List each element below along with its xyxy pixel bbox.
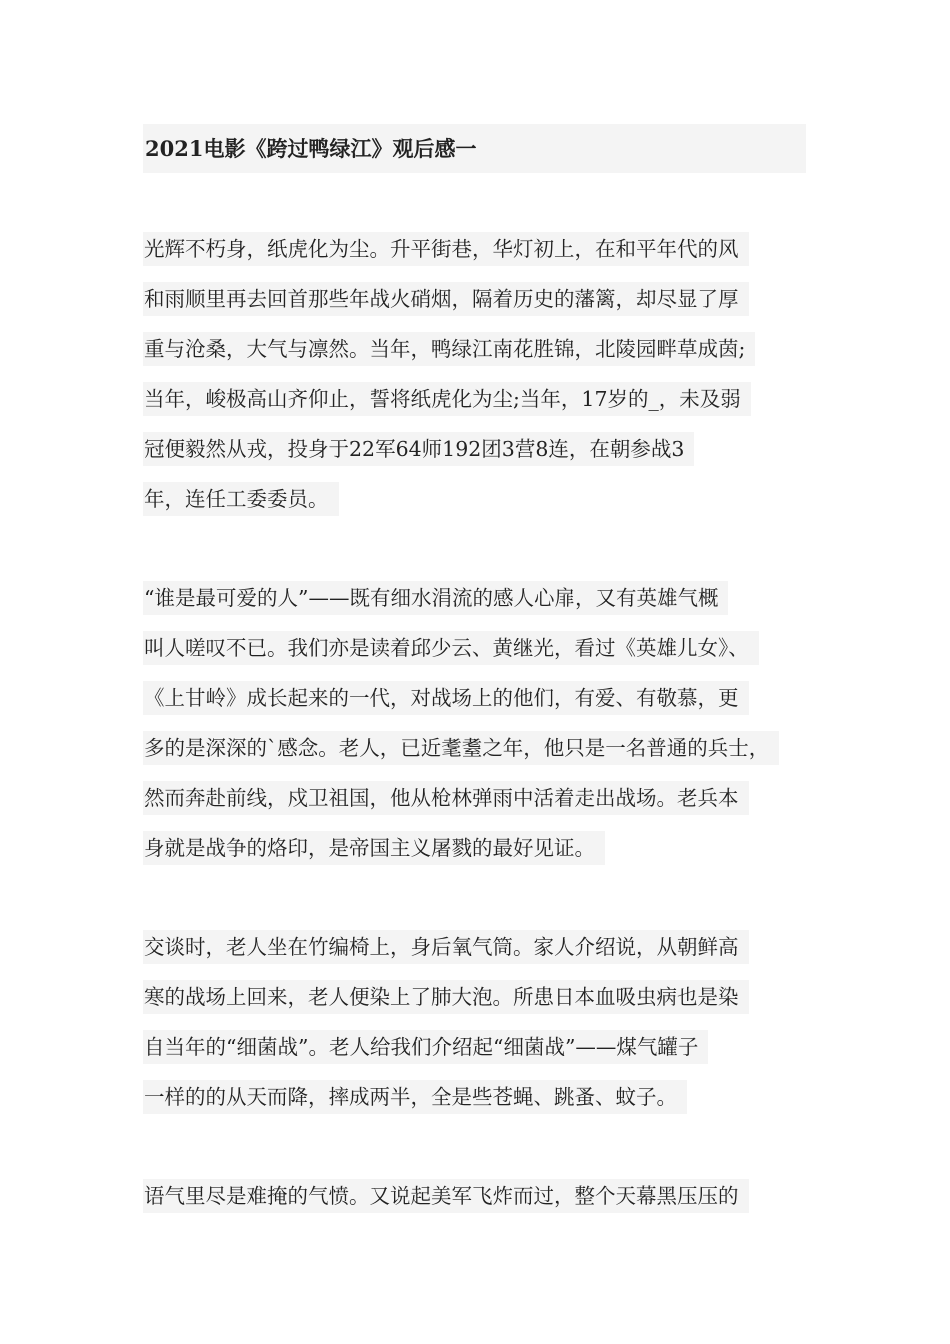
line-text: 身就是战争的烙印，是帝国主义屠戮的最好见证。: [143, 831, 605, 865]
line-text: 语气里尽是难掩的气愤。又说起美军飞炸而过，整个天幕黑压压的: [143, 1179, 749, 1213]
line-text: 叫人嗟叹不已。我们亦是读着邱少云、黄继光，看过《英雄儿女》、: [143, 631, 759, 665]
paragraph-line: [143, 474, 755, 524]
paragraph-line: [143, 424, 755, 474]
line-text: 重与沧桑，大气与凛然。当年，鸭绿江南花胜锦，北陵园畔草成茵;: [143, 332, 755, 366]
line-text: 光辉不朽身，纸虎化为尘。升平街巷，华灯初上，在和平年代的风: [143, 232, 749, 266]
paragraph-line: [143, 1171, 749, 1221]
line-text: 交谈时，老人坐在竹编椅上，身后氧气筒。家人介绍说，从朝鲜高: [143, 930, 749, 964]
paragraph-line: [143, 1022, 749, 1072]
paragraph-line: [143, 673, 779, 723]
document-title: 2021电影《跨过鸭绿江》观后感一: [145, 136, 477, 161]
line-text: 冠便毅然从戎，投身于22军64师192团3营8连，在朝参战3: [143, 432, 694, 466]
paragraph-4: [143, 1171, 749, 1221]
line-text: 然而奔赴前线，戍卫祖国，他从枪林弹雨中活着走出战场。老兵本: [143, 781, 749, 815]
paragraph-line: [143, 623, 779, 673]
line-text: 多的是深深的`感念。老人，已近耄耋之年，他只是一名普通的兵士，: [143, 731, 779, 765]
paragraph-1: [143, 224, 755, 524]
paragraph-2: [143, 573, 779, 873]
line-text: 寒的战场上回来，老人便染上了肺大泡。所患日本血吸虫病也是染: [143, 980, 749, 1014]
paragraph-line: [143, 723, 779, 773]
line-text: 年，连任工委委员。: [143, 482, 339, 516]
line-text: 《上甘岭》成长起来的一代，对战场上的他们，有爱、有敬慕，更: [143, 681, 749, 715]
paragraph-line: [143, 922, 749, 972]
paragraph-line: [143, 374, 755, 424]
paragraph-line: [143, 823, 779, 873]
paragraph-line: [143, 773, 779, 823]
paragraph-line: [143, 1072, 749, 1122]
line-text: 一样的的从天而降，摔成两半，全是些苍蝇、跳蚤、蚊子。: [143, 1080, 687, 1114]
paragraph-line: [143, 324, 755, 374]
paragraph-line: [143, 224, 755, 274]
line-text: 自当年的“细菌战”。老人给我们介绍起“细菌战”——煤气罐子: [143, 1030, 708, 1064]
line-text: 当年，峻极高山齐仰止，誓将纸虎化为尘;当年，17岁的_，未及弱: [143, 382, 751, 416]
line-text: “谁是最可爱的人”——既有细水涓流的感人心扉，又有英雄气概: [143, 581, 728, 615]
paragraph-line: [143, 274, 755, 324]
paragraph-line: [143, 573, 779, 623]
paragraph-line: [143, 972, 749, 1022]
line-text: 和雨顺里再去回首那些年战火硝烟，隔着历史的藩篱，却尽显了厚: [143, 282, 749, 316]
paragraph-3: [143, 922, 749, 1122]
